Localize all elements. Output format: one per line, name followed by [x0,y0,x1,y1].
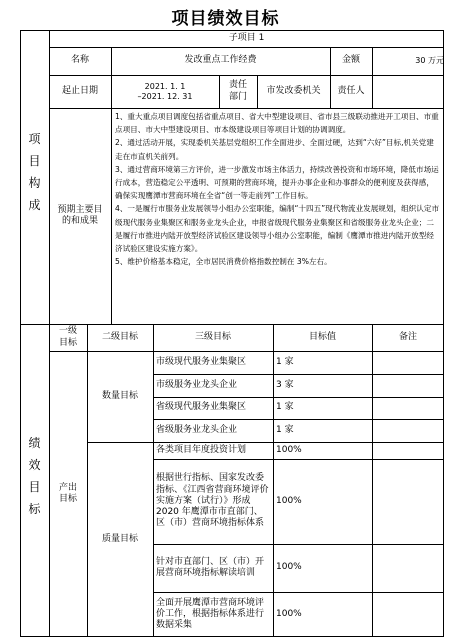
col-header-level1: 一级目标 [58,326,77,348]
col-header-note: 备注 [398,331,417,342]
expected-results-text [111,110,444,322]
table-row-value: 100% [276,495,302,506]
amount-value: 30 万元 [415,56,444,65]
level1-output-target: 产出目标 [58,482,77,504]
table-row-value: 1 家 [276,424,294,435]
performance-section-label: 绩 效 目 标 [28,435,41,516]
amount-label: 金额 [341,55,360,66]
result-item: 4、一是履行市服务业发展领导小组办公室职能，编制“十四五”现代物流业发展规划，组织认定市级现代服务业集聚区和服务业龙头企业，申报省级现代服务业集聚区和省级服务业龙头企业；二是履行市推进内陆开放型经济试验区建设领导小组办公室职能，编制《鹰潭市推进内陆开放型经济试验区建设实施方案》。 [115,204,440,254]
table-row: 市级服务业龙头企业 [156,379,238,390]
date-label: 起止日期 [61,85,98,96]
person-value [372,75,444,108]
table-row: 省级服务业龙头企业 [156,424,238,435]
result-item: 3、通过营商环境第三方评价，进一步激发市场主体活力，持续改善投资和市场环境，降低市场运行成本，营造稳定公平透明、可预期的营商环境，提升办事企业和办事群众的便利度及获得感，确保实现鹰潭市营商环境在全省“创一等走前列”工作目标。 [115,164,439,201]
quality-target-label: 质量目标 [101,533,138,544]
table-row-value: 1 家 [276,402,294,413]
page-title: 项目绩效目标 [171,9,280,29]
table-row-value: 3 家 [276,379,294,390]
name-label: 名称 [70,55,89,66]
table-row: 市级现代服务业集聚区 [156,356,247,367]
table-row-value: 100% [276,608,302,619]
col-header-level3: 三级目标 [194,331,231,342]
person-label: 责任人 [337,85,365,96]
expected-results-label: 预期主要目的和成果 [57,204,103,226]
col-header-value: 目标值 [308,331,336,342]
result-item: 1、重大重点项目调度包括省重点项目、省大中型建设项目、省市县三级联动推进开工项目、市重点项目、市大中型建设项目、市本级建设项目等项目计划的协调调度。 [115,112,439,135]
dept-label: 责任部门 [228,80,247,102]
table-row-value: 100% [276,562,302,573]
sub-project-header: 子项目 1 [228,32,265,43]
quantity-target-label: 数量目标 [101,390,138,401]
col-header-level2: 二级目标 [101,331,138,342]
table-row: 各类项目年度投资计划 [156,444,247,455]
table-row: 省级现代服务业集聚区 [156,402,247,413]
table-row: 根据世行指标、国家发改委指标、《江西省营商环境评价实施方案（试行）》形成 2020 年鹰潭市市直部门、区（市）营商环境指标体系 [156,473,269,529]
result-item: 5、维护价格基本稳定，全市居民消费价格指数控制在 3%左右。 [115,257,332,267]
composition-section-label: 项 目 构 成 [28,132,41,212]
table-row-value: 1 家 [276,356,294,367]
name-value: 发改重点工作经费 [184,55,257,66]
table-row: 针对市直部门、区（市）开展营商环境指标解读培训 [156,556,265,578]
date-value [111,75,219,108]
date-end: –2021. 12. 31 [137,91,193,101]
result-item: 2、通过活动开展，实现委机关基层党组织工作全面进步、全面过硬，达到“六好”目标,机关党建走在市直机关前列。 [115,138,434,161]
dept-value: 市发改委机关 [266,85,321,96]
date-start: 2021. 1. 1 [144,81,186,91]
table-row: 全面开展鹰潭市营商环境评价工作，根据指标体系进行数据采集 [156,597,265,631]
table-row-value: 100% [276,444,302,455]
